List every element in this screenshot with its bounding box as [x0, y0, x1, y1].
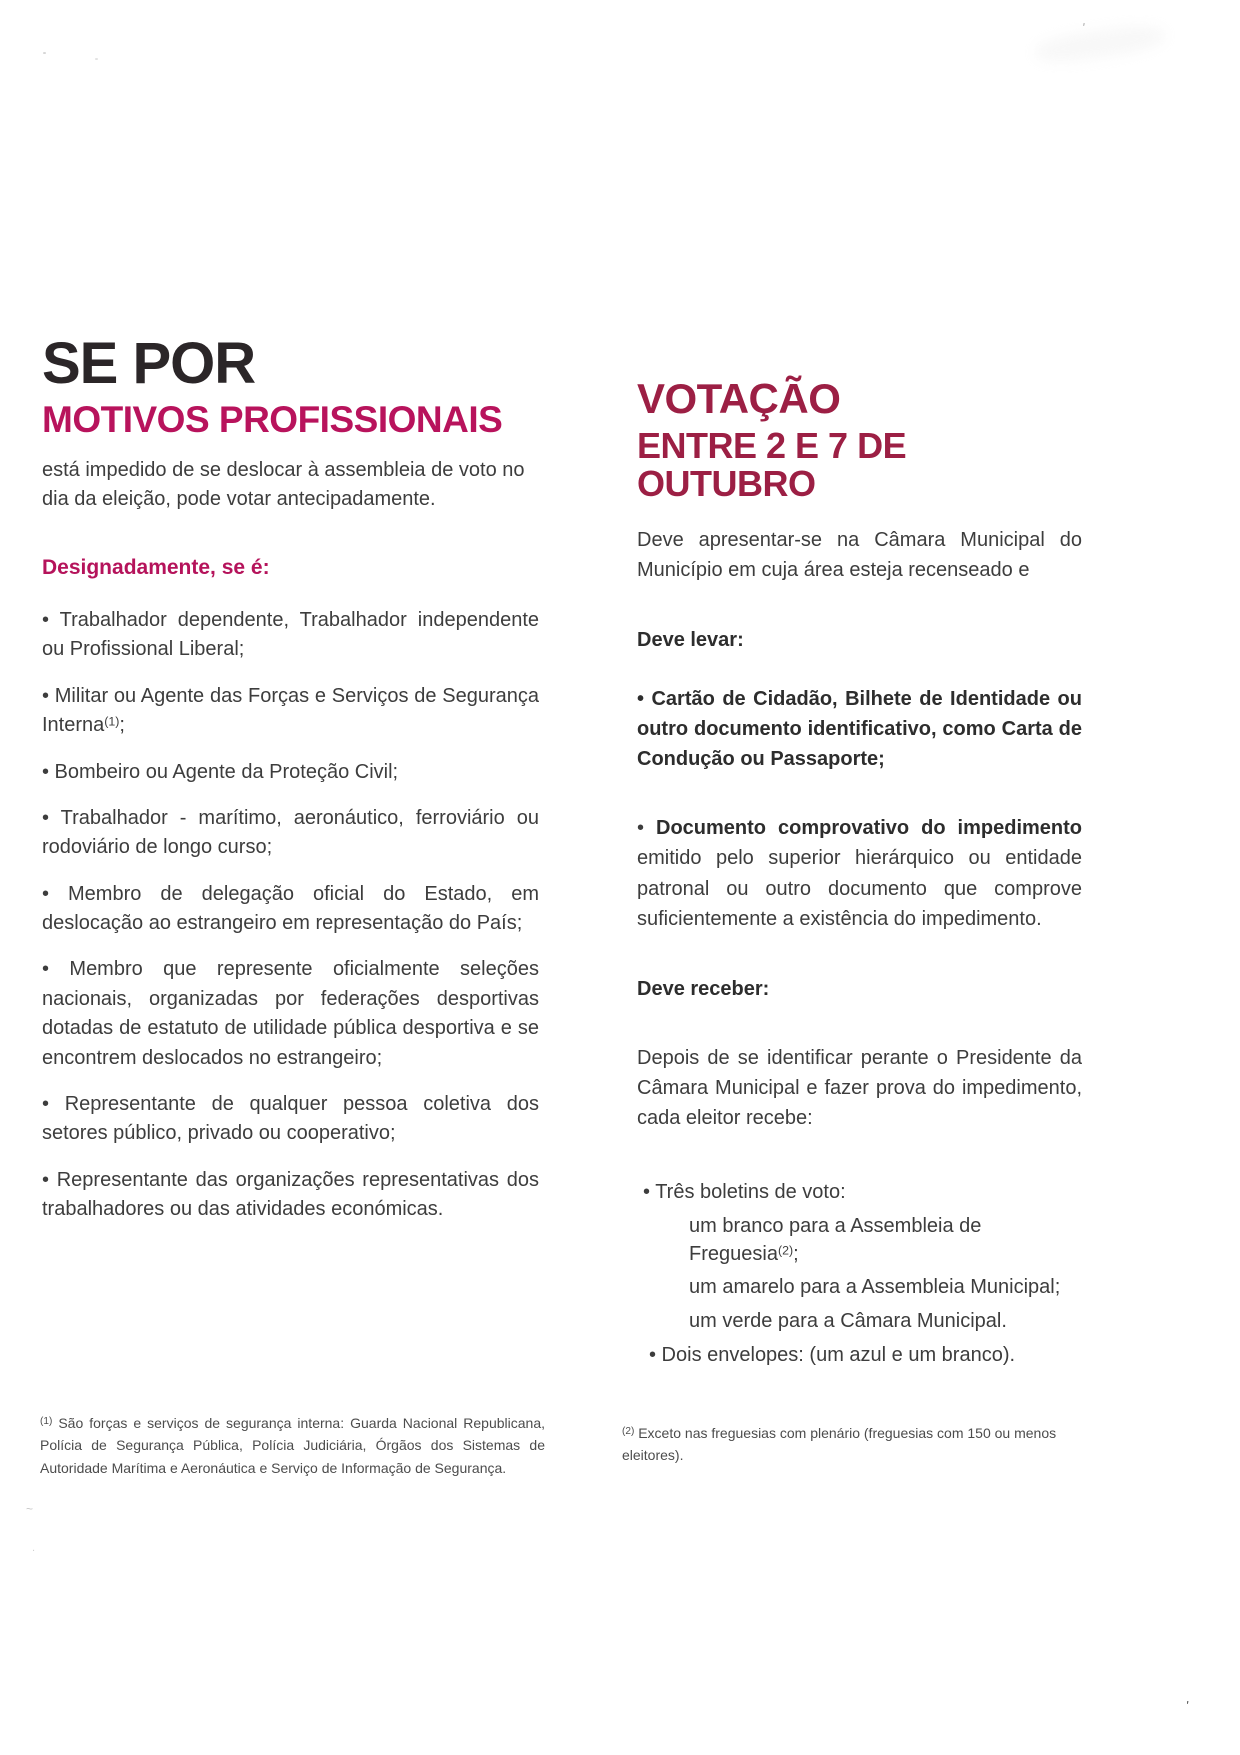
list-item [689, 1274, 1082, 1302]
scan-mark: ' [1080, 19, 1087, 36]
right-intro-paragraph: Deve apresentar-se na Câmara Municipal do Município em cuja área esteja recenseado e [637, 528, 1082, 581]
list-item-tail: ; [793, 1242, 799, 1265]
scan-mark: . [32, 1542, 36, 1554]
footnote-2-text: Exceto nas freguesias com plenário (freguesias com 150 ou menos eleitores). [622, 1425, 1057, 1464]
left-bullet-list [42, 606, 539, 1225]
list-item-text: • Militar ou Agente das Forças e Serviços de Segurança Interna [42, 684, 539, 737]
list-item-text: • Membro que represente oficialmente seleções nacionais, organizadas por federações desportivas dotadas de estatuto de utilidade pública desportiva e se encontrem deslocados no estrangeiro; [42, 958, 539, 1069]
left-column [42, 331, 539, 1242]
list-item-text: um verde para a Câmara Municipal. [689, 1309, 1007, 1332]
scan-speck [43, 52, 46, 54]
deve-levar-heading: Deve levar: [637, 628, 744, 651]
list-item [42, 955, 539, 1073]
list-item-bold-lead: Documento comprovativo do impedimento [656, 816, 1082, 839]
list-item [637, 813, 1082, 935]
deve-receber-heading: Deve receber: [637, 978, 770, 1001]
list-item [689, 1213, 1082, 1268]
right-column [637, 375, 1082, 1370]
list-item: • Cartão de Cidadão, Bilhete de Identidade ou outro documento identificativo, como Carta de Condução ou Passaporte; [637, 687, 1082, 771]
ballots-label: • Três boletins de voto: [643, 1181, 846, 1204]
bullet-glyph: • [637, 816, 656, 839]
list-item-tail: ; [119, 714, 125, 737]
list-item-text: um branco para a Assembleia de Freguesia [689, 1214, 982, 1265]
list-item [42, 1090, 539, 1149]
section-title-line1: VOTAÇÃO [637, 375, 841, 422]
list-item [42, 682, 539, 741]
footnote-2 [622, 1422, 1082, 1467]
left-subheading: Designadamente, se é: [42, 555, 270, 579]
receber-intro-paragraph: Depois de se identificar perante o Presidente da Câmara Municipal e fazer prova do impedimento, cada eleitor recebe: [637, 1047, 1082, 1130]
list-item-text: • Membro de delegação oficial do Estado, em deslocação ao estrangeiro em representação do País; [42, 882, 539, 935]
list-item-text: • Representante de qualquer pessoa coletiva dos setores público, privado ou cooperativo; [42, 1093, 539, 1145]
ballots-list [643, 1179, 1082, 1370]
list-item-text: emitido pelo superior hierárquico ou entidade patronal ou outro documento que comprove suficientemente a existência do impedimento. [637, 847, 1082, 930]
page-title-line2: MOTIVOS PROFISSIONAIS [42, 399, 503, 441]
list-item [42, 804, 539, 863]
list-item [42, 1166, 539, 1225]
footnote-2-marker: (2) [622, 1425, 635, 1437]
scan-speck [95, 58, 98, 60]
page-title-line1: SE POR [42, 331, 256, 396]
left-intro-paragraph: está impedido de se deslocar à assembleia de voto no dia da eleição, pode votar antecipadamente. [42, 458, 525, 510]
list-item [42, 758, 539, 787]
list-item-text: um amarelo para a Assembleia Municipal; [689, 1276, 1061, 1299]
list-item [42, 606, 539, 665]
scan-mark: ~ [26, 1502, 34, 1516]
list-item-text: • Representante das organizações representativas dos trabalhadores ou das atividades económicas. [42, 1168, 539, 1221]
scan-smudge [1034, 21, 1167, 67]
scan-mark: ' [1184, 1697, 1190, 1714]
footnote-1-marker: (1) [40, 1415, 53, 1427]
list-item: • Dois envelopes: (um azul e um branco). [649, 1344, 1016, 1367]
footnote-1 [40, 1412, 545, 1479]
list-item-text: • Trabalhador - marítimo, aeronáutico, ferroviário ou rodoviário de longo curso; [42, 806, 539, 859]
list-item [689, 1308, 1082, 1336]
footnote-ref-2: (2) [777, 1242, 794, 1257]
list-item-text: • Bombeiro ou Agente da Proteção Civil; [42, 760, 399, 783]
footnote-1-text: São forças e serviços de segurança interna: Guarda Nacional Republicana, Polícia de Segurança Pública, Polícia Judiciária, Órgãos dos Sistemas de Autoridade Marítima e Aeronáutica e Serviço de Informação de Segurança. [40, 1415, 545, 1476]
list-item-text: • Trabalhador dependente, Trabalhador independente ou Profissional Liberal; [42, 608, 539, 661]
footnote-ref-1: (1) [104, 714, 120, 729]
section-title-line2: ENTRE 2 E 7 DE OUTUBRO [637, 425, 907, 504]
list-item [42, 880, 539, 939]
